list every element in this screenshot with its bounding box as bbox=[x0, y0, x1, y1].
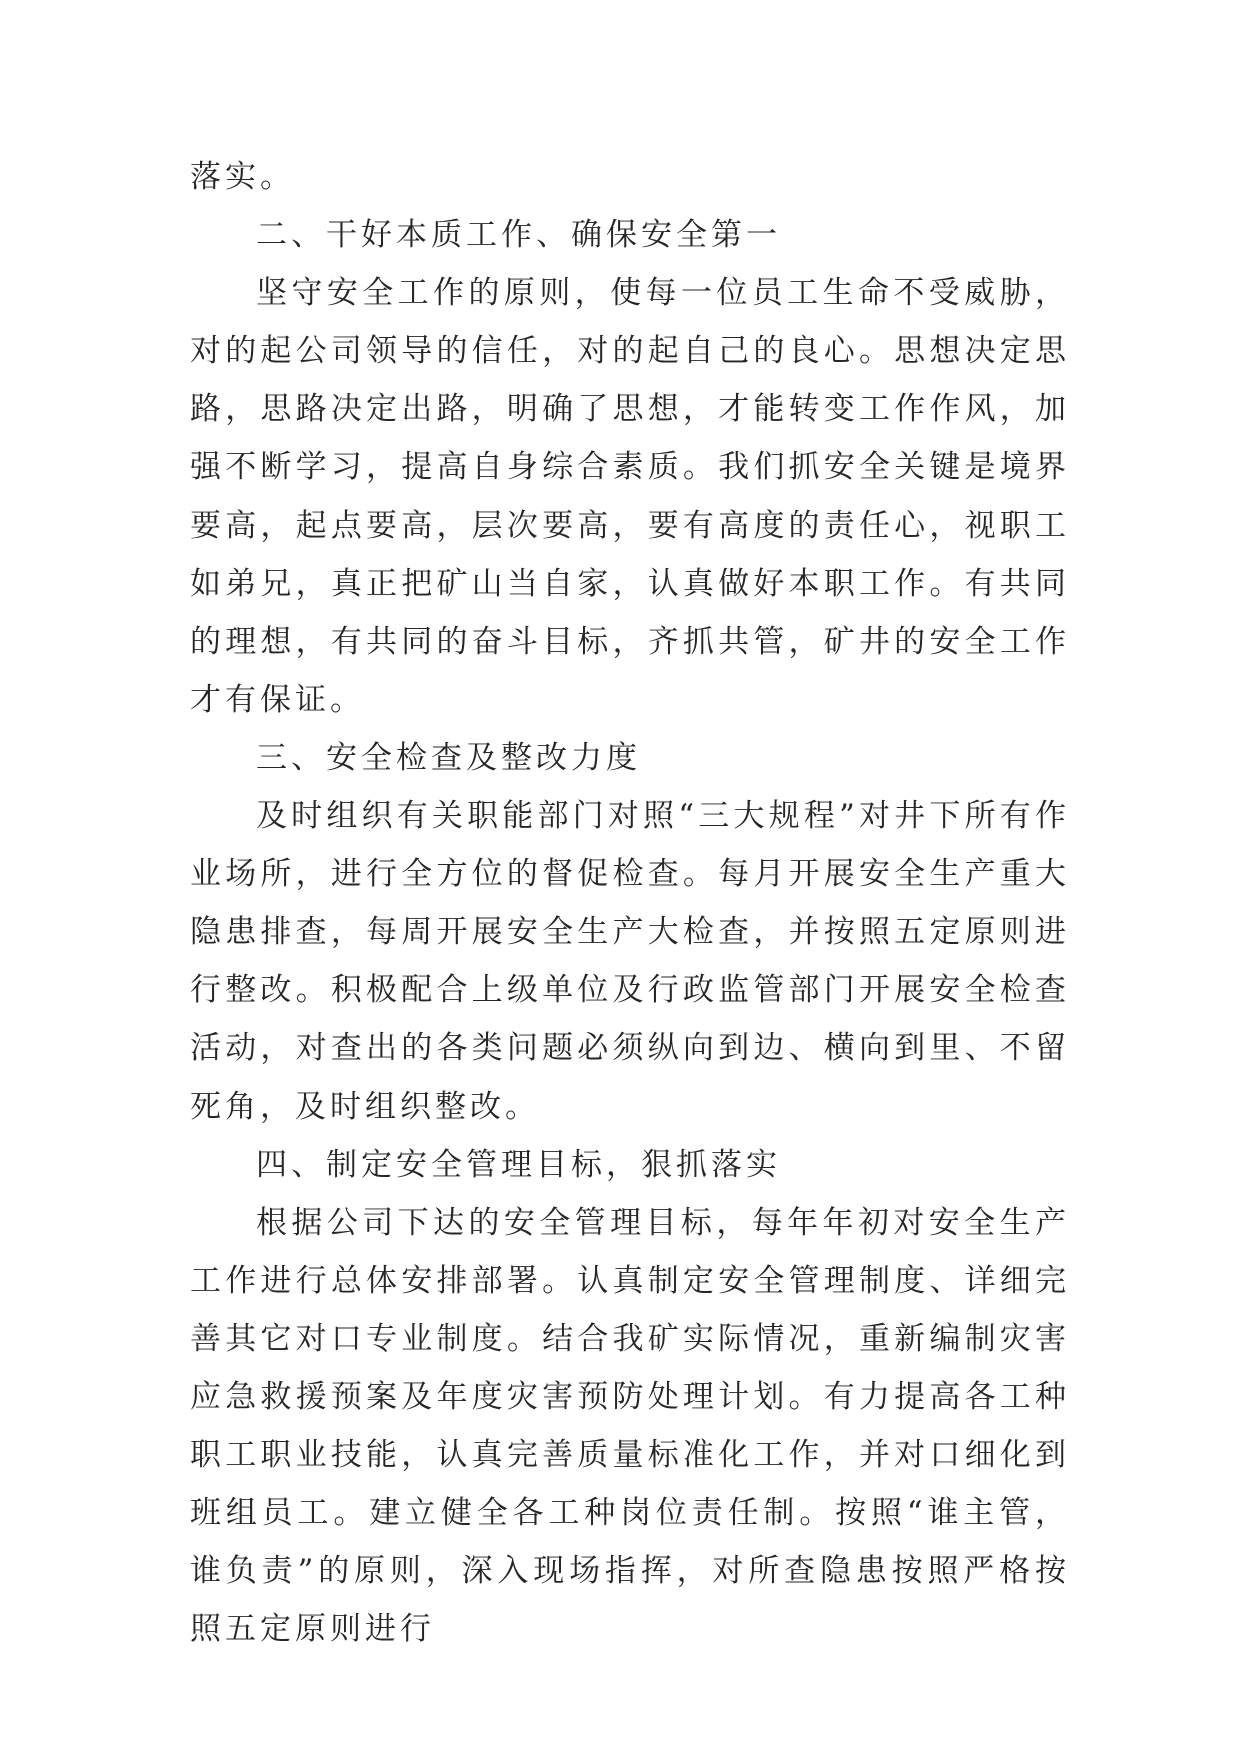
section-heading-2: 二、干好本质工作、确保安全第一 bbox=[256, 217, 781, 254]
paragraph-safety-principles: 坚守安全工作的原则，使每一位员工生命不受威胁，对的起公司领导的信任，对的起自己的良心。思想决定思路，思路决定出路，明确了思想，才能转变工作作风，加强不断学习，提高自身综合素质。我们抓安全关键是境界要高，起点要高，层次要高，要有高度的责任心，视职工如弟兄，真正把矿山当自家，认真做好本职工作。有共同的理想，有共同的奋斗目标，齐抓共管，矿井的安全工作才有保证。 bbox=[190, 275, 1070, 718]
section-heading-3: 三、安全检查及整改力度 bbox=[256, 739, 641, 776]
paragraph-safety-targets: 根据公司下达的安全管理目标，每年年初对安全生产工作进行总体安排部署。认真制定安全管理制度、详细完善其它对口专业制度。结合我矿实际情况，重新编制灾害应急救援预案及年度灾害预防处理计划。有力提高各工种职工职业技能，认真完善质量标准化工作，并对口细化到班组员工。建立健全各工种岗位责任制。按照“谁主管，谁负责”的原则，深入现场指挥，对所查隐患按照严格按照五定原则进行 bbox=[190, 1204, 1070, 1648]
paragraph-continuation: 落实。 bbox=[190, 159, 295, 195]
document-body bbox=[190, 148, 1070, 1658]
section-heading-4: 四、制定安全管理目标，狠抓落实 bbox=[256, 1146, 781, 1183]
paragraph-safety-inspection: 及时组织有关职能部门对照“三大规程”对井下所有作业场所，进行全方位的督促检查。每月开展安全生产重大隐患排查，每周开展安全生产大检查，并按照五定原则进行整改。积极配合上级单位及行政监管部门开展安全检查活动，对查出的各类问题必须纵向到边、横向到里、不留死角，及时组织整改。 bbox=[190, 798, 1070, 1125]
